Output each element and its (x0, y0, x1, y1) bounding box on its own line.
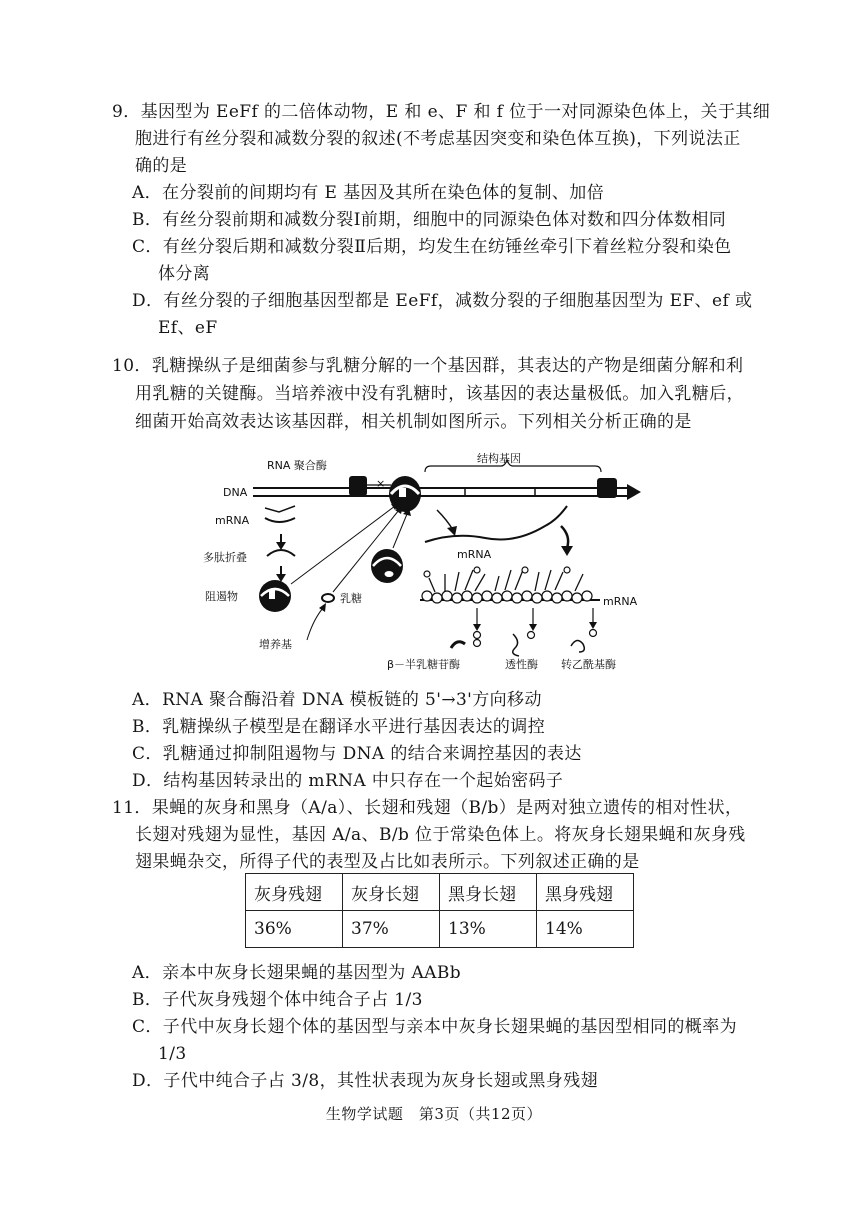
repressor-free (259, 580, 291, 612)
enzyme3-product (571, 640, 584, 652)
table-cell: 13% (440, 911, 537, 948)
question-11-stem-line-3: 翅果蝇杂交，所得子代的表型及占比如表所示。下列叙述正确的是 (135, 852, 640, 872)
question-11-stem-line-2: 长翅对残翅为显性，基因 A/a、B/b 位于常染色体上。将灰身长翅果蝇和灰身残 (135, 825, 746, 845)
repressor-label: 阻遏物 (205, 590, 238, 603)
table-header-row (246, 874, 634, 911)
phenotype-table (245, 873, 634, 948)
dna-label: DNA (223, 486, 248, 499)
table-row (246, 911, 634, 948)
table-header-cell: 灰身残翅 (246, 874, 343, 911)
question-9-stem-line-1: 9．基因型为 EeFf 的二倍体动物，E 和 e、F 和 f 位于一对同源染色体上，关于其细 (112, 102, 771, 122)
table-header-cell: 黑身长翅 (440, 874, 537, 911)
dna-strand (253, 484, 641, 500)
enzyme1-label: β－半乳糖苷酶 (387, 658, 461, 671)
enzyme1-product (451, 642, 465, 648)
table-header-cell: 灰身长翅 (343, 874, 440, 911)
question-9-option-b: B．有丝分裂前期和减数分裂Ⅰ前期，细胞中的同源染色体对数和四分体数相同 (132, 210, 727, 230)
question-11-option-c: C．子代中灰身长翅个体的基因型与亲本中灰身长翅果蝇的基因型相同的概率为 (132, 1017, 738, 1037)
table-cell: 14% (537, 911, 634, 948)
question-9-option-a: A．在分裂前的间期均有 E 基因及其所在染色体的复制、加倍 (132, 183, 605, 203)
question-11-option-c-cont: 1/3 (158, 1044, 187, 1064)
question-10-option-d: D．结构基因转录出的 mRNA 中只存在一个起始密码子 (132, 771, 564, 791)
rna-polymerase-label: RNA 聚合酶 (267, 459, 327, 472)
repressor-lactose-complex (371, 549, 403, 583)
question-10-stem-line-2: 用乳糖的关键酶。当培养液中没有乳糖时，该基因的表达量极低。加入乳糖后， (135, 384, 744, 404)
question-9-stem-line-2: 胞进行有丝分裂和减数分裂的叙述(不考虑基因突变和染色体互换)，下列说法正 (135, 129, 741, 149)
question-10-option-a: A．RNA 聚合酶沿着 DNA 模板链的 5'→3'方向移动 (132, 690, 542, 710)
rna-polymerase-block (349, 476, 367, 496)
mrna-label-mid: mRNA (457, 548, 492, 561)
mrna-label-right: mRNA (603, 595, 638, 608)
table-header-cell: 黑身残翅 (537, 874, 634, 911)
enzyme2-product (513, 634, 519, 656)
question-11-option-a: A．亲本中灰身长翅果蝇的基因型为 AABb (132, 963, 462, 983)
table-cell: 36% (246, 911, 343, 948)
page-footer: 生物学试题 第3页（共12页） (325, 1105, 543, 1123)
question-9-option-c: C．有丝分裂后期和减数分裂Ⅱ后期，均发生在纺锤丝牵引下着丝粒分裂和染色 (132, 237, 732, 257)
polysome (420, 567, 600, 603)
question-10-stem-line-3: 细菌开始高效表达该基因群，相关机制如图所示。下列相关分析正确的是 (135, 412, 692, 432)
lac-operon-diagram (195, 448, 675, 673)
polypeptide-folding-label: 多肽折叠 (203, 551, 247, 564)
question-9-option-d-cont: Ef、eF (158, 318, 218, 338)
question-10-option-c: C．乳糖通过抑制阻遏物与 DNA 的结合来调控基因的表达 (132, 744, 582, 764)
structural-genes-label: 结构基因 (477, 452, 521, 465)
mrna-label-left: mRNA (215, 514, 250, 527)
enzyme3-label: 转乙酰基酶 (561, 658, 616, 671)
question-11-option-b: B．子代灰身残翅个体中纯合子占 1/3 (132, 990, 423, 1010)
mrna-strand (425, 506, 567, 542)
enzyme2-label: 透性酶 (505, 658, 538, 671)
question-10-stem-line-1: 10．乳糖操纵子是细菌参与乳糖分解的一个基因群，其表达的产物是细菌分解和利 (112, 356, 744, 376)
table-cell: 37% (343, 911, 440, 948)
medium-label: 增养基 (259, 638, 292, 651)
question-11-stem-line-1: 11．果蝇的灰身和黑身（A/a）、长翅和残翅（B/b）是两对独立遗传的相对性状， (112, 798, 743, 818)
question-10-option-b: B．乳糖操纵子模型是在翻译水平进行基因表达的调控 (132, 717, 546, 737)
lactose-molecule (322, 594, 334, 602)
question-9-stem-line-3: 确的是 (135, 156, 188, 176)
question-9-option-c-cont: 体分离 (158, 264, 211, 284)
blocked-mark: × (376, 477, 386, 490)
lactose-label: 乳糖 (340, 592, 362, 605)
question-9-option-d: D．有丝分裂的子细胞基因型都是 EeFf，减数分裂的子细胞基因型为 EF、ef 或 (132, 291, 753, 311)
question-11-option-d: D．子代中纯合子占 3/8，其性状表现为灰身长翅或黑身残翅 (132, 1071, 598, 1091)
